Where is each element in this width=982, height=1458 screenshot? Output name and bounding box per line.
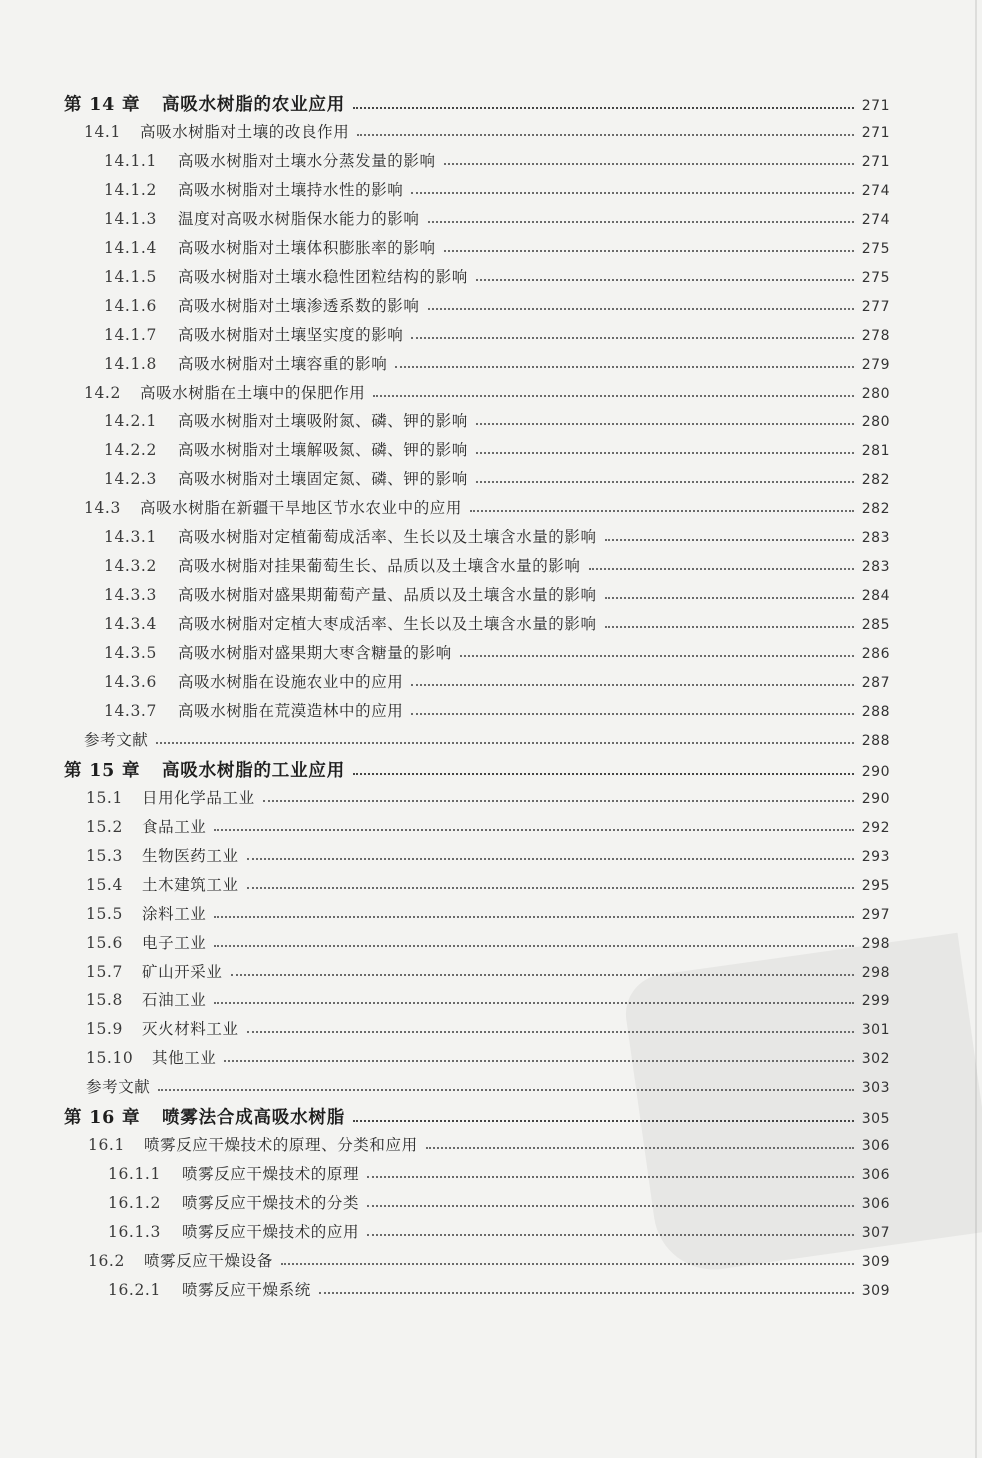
toc-entry[interactable] — [104, 641, 890, 663]
toc-entry[interactable] — [86, 902, 890, 924]
toc-entry[interactable] — [108, 1191, 890, 1213]
toc-entry-title: 高吸水树脂在新疆干旱地区节水农业中的应用 — [140, 499, 463, 518]
toc-entry-title: 高吸水树脂对定植大枣成活率、生长以及土壤含水量的影响 — [178, 615, 597, 634]
toc-entry-number: 14.1.3 — [104, 209, 157, 228]
toc-entry-number: 15.10 — [86, 1049, 134, 1068]
toc-entry[interactable] — [104, 178, 890, 200]
dot-leader — [214, 945, 854, 947]
toc-entry[interactable] — [104, 583, 890, 605]
dot-leader — [224, 1060, 854, 1062]
toc-page-number: 284 — [861, 588, 890, 605]
toc-entry-number: 16.1 — [88, 1136, 125, 1155]
toc-page-number: 288 — [861, 732, 890, 749]
toc-page-number: 292 — [861, 819, 890, 836]
toc-entry-title: 其他工业 — [152, 1049, 217, 1068]
toc-entry-number: 15.1 — [86, 788, 123, 807]
toc-entry-title: 高吸水树脂对挂果葡萄生长、品质以及土壤含水量的影响 — [178, 557, 581, 576]
dot-leader — [247, 887, 854, 889]
toc-entry[interactable] — [104, 438, 890, 460]
toc-entry[interactable] — [104, 670, 890, 692]
toc-entry-title: 电子工业 — [142, 933, 207, 952]
toc-entry-title: 高吸水树脂对土壤吸附氮、磷、钾的影响 — [178, 412, 468, 431]
toc-entry-number: 14.3.4 — [104, 615, 157, 634]
toc-entry[interactable] — [86, 1017, 890, 1039]
toc-page-number: 282 — [861, 501, 890, 518]
toc-entry[interactable] — [104, 323, 890, 345]
toc-page-number: 277 — [861, 298, 890, 315]
toc-entry-number: 14.3.1 — [104, 528, 157, 547]
dot-leader — [605, 539, 854, 541]
toc-entry[interactable] — [84, 381, 890, 403]
toc-page-number: 275 — [861, 269, 890, 286]
toc-entry-title: 喷雾反应干燥技术的分类 — [182, 1194, 360, 1213]
toc-entry[interactable] — [104, 352, 890, 374]
dot-leader — [247, 858, 854, 860]
toc-entry[interactable] — [104, 554, 890, 576]
toc-entry[interactable] — [86, 931, 890, 953]
toc-entry-title: 高吸水树脂对土壤渗透系数的影响 — [178, 296, 420, 315]
toc-page-number: 287 — [861, 675, 890, 691]
toc-entry-title: 矿山开采业 — [142, 962, 223, 981]
toc-page-number: 271 — [861, 124, 890, 141]
toc-entry-number: 14.3.2 — [104, 557, 157, 576]
toc-page-number: 298 — [861, 964, 890, 981]
toc-entry[interactable] — [84, 728, 890, 750]
dot-leader — [411, 192, 854, 194]
toc-page-number: 293 — [861, 848, 890, 865]
toc-entry-title: 喷雾法合成高吸水树脂 — [162, 1108, 345, 1129]
dot-leader — [158, 1089, 854, 1091]
toc-entry-title: 高吸水树脂的农业应用 — [162, 95, 345, 115]
toc-entry[interactable] — [84, 120, 890, 142]
toc-entry-number: 14.1.1 — [104, 151, 157, 170]
toc-entry-title: 石油工业 — [142, 991, 207, 1010]
toc-entry-title: 高吸水树脂对定植葡萄成活率、生长以及土壤含水量的影响 — [178, 528, 597, 547]
toc-entry-title: 喷雾反应干燥设备 — [144, 1252, 273, 1270]
toc-entry-number: 15.5 — [86, 904, 123, 923]
toc-page-number: 271 — [861, 98, 890, 114]
toc-entry[interactable] — [86, 873, 890, 895]
toc-page-number: 274 — [861, 211, 890, 228]
toc-entry[interactable] — [104, 265, 890, 287]
toc-page-number: 302 — [861, 1051, 890, 1068]
dot-leader — [444, 163, 854, 165]
toc-entry-title: 高吸水树脂对土壤容重的影响 — [178, 354, 388, 373]
toc-entry-title: 高吸水树脂对土壤解吸氮、磷、钾的影响 — [178, 441, 468, 460]
toc-entry-number: 14.1.7 — [104, 325, 157, 344]
toc-entry[interactable] — [108, 1220, 890, 1242]
toc-entry[interactable] — [108, 1162, 890, 1184]
toc-chapter-entry[interactable] — [64, 757, 890, 782]
toc-page-number: 283 — [861, 559, 890, 576]
toc-page-number: 280 — [861, 414, 890, 431]
toc-entry-title: 高吸水树脂对土壤水稳性团粒结构的影响 — [178, 267, 468, 286]
toc-page-number: 285 — [861, 617, 890, 634]
toc-page-number: 286 — [861, 646, 890, 663]
toc-entry-number: 14.2.2 — [104, 441, 157, 460]
toc-entry[interactable] — [104, 294, 890, 316]
dot-leader — [428, 308, 854, 310]
toc-entry-title: 高吸水树脂在土壤中的保肥作用 — [140, 383, 366, 402]
toc-entry[interactable] — [104, 467, 890, 489]
toc-entry-number: 16.1.3 — [108, 1223, 161, 1242]
toc-entry[interactable] — [86, 1075, 890, 1097]
toc-entry-number: 15.8 — [86, 991, 123, 1010]
dot-leader — [395, 366, 854, 368]
dot-leader — [589, 568, 854, 570]
dot-leader — [411, 684, 854, 686]
toc-entry-number: 14.1.5 — [104, 267, 157, 286]
dot-leader — [426, 1147, 854, 1149]
toc-entry-number: 15.6 — [86, 933, 123, 952]
toc-chapter-entry[interactable] — [64, 91, 890, 116]
toc-entry-number: 14.3.7 — [104, 701, 157, 720]
toc-entry-title: 温度对高吸水树脂保水能力的影响 — [178, 209, 420, 228]
toc-entry-number: 16.1.2 — [108, 1194, 161, 1213]
toc-entry-number: 第 14 章 — [64, 95, 141, 115]
toc-entry-title: 喷雾反应干燥技术的原理、分类和应用 — [144, 1136, 418, 1155]
dot-leader — [605, 626, 854, 628]
toc-entry-title: 高吸水树脂对土壤水分蒸发量的影响 — [178, 151, 436, 170]
toc-entry-title: 生物医药工业 — [142, 846, 239, 865]
dot-leader — [460, 655, 854, 657]
dot-leader — [263, 800, 854, 802]
dot-leader — [476, 423, 854, 425]
toc-page-number: 295 — [861, 877, 890, 894]
toc-page-number: 279 — [861, 356, 890, 373]
toc-page-number: 280 — [861, 385, 890, 402]
page-edge-shadow — [975, 0, 977, 1458]
dot-leader — [367, 1176, 854, 1178]
toc-entry-title: 参考文献 — [84, 730, 149, 749]
toc-entry[interactable] — [88, 1249, 890, 1271]
toc-entry-number: 14.3.5 — [104, 644, 157, 663]
toc-entry-number: 14.3.3 — [104, 586, 157, 605]
toc-page-number: 283 — [861, 530, 890, 547]
dot-leader — [281, 1263, 854, 1265]
toc-page-number: 271 — [861, 153, 890, 170]
toc-entry-title: 喷雾反应干燥系统 — [182, 1280, 311, 1299]
toc-entry[interactable] — [86, 844, 890, 866]
dot-leader — [476, 481, 854, 483]
toc-entry-number: 16.2.1 — [108, 1280, 161, 1299]
toc-chapter-entry[interactable] — [64, 1104, 890, 1129]
dot-leader — [476, 452, 854, 454]
toc-page-number: 309 — [861, 1254, 890, 1270]
dot-leader — [605, 597, 854, 599]
toc-entry-number: 14.2 — [84, 383, 121, 402]
toc-page-number: 278 — [861, 327, 890, 344]
dot-leader — [411, 337, 854, 339]
dot-leader — [214, 829, 854, 831]
toc-page-number: 303 — [861, 1080, 890, 1097]
toc-entry-title: 日用化学品工业 — [142, 788, 255, 807]
toc-entry-number: 14.3.6 — [104, 673, 157, 691]
toc-page-number: 282 — [861, 472, 890, 489]
dot-leader — [319, 1292, 854, 1294]
dot-leader — [470, 510, 854, 512]
toc-entry-title: 高吸水树脂对土壤持水性的影响 — [178, 180, 404, 199]
toc-entry-title: 高吸水树脂对土壤固定氮、磷、钾的影响 — [178, 470, 468, 489]
dot-leader — [353, 107, 854, 109]
toc-page-number: 297 — [861, 906, 890, 923]
toc-entry-number: 15.4 — [86, 875, 123, 894]
toc-entry-title: 高吸水树脂的工业应用 — [162, 760, 345, 781]
dot-leader — [214, 916, 854, 918]
toc-entry-number: 16.2 — [88, 1252, 125, 1270]
toc-entry[interactable] — [104, 699, 890, 721]
toc-page-number: 309 — [861, 1282, 890, 1299]
dot-leader — [444, 250, 854, 252]
toc-entry-number: 15.7 — [86, 962, 123, 981]
toc-page-number: 299 — [861, 993, 890, 1010]
toc-entry[interactable] — [86, 1046, 890, 1068]
toc-page-number: 288 — [861, 703, 890, 720]
toc-entry[interactable] — [104, 149, 890, 171]
toc-page-number: 306 — [861, 1167, 890, 1184]
toc-page-number: 290 — [861, 790, 890, 807]
toc-entry-title: 高吸水树脂在荒漠造林中的应用 — [178, 701, 404, 720]
toc-page-number: 298 — [861, 935, 890, 952]
toc-page-number: 306 — [861, 1138, 890, 1155]
toc-entry-number: 14.1.4 — [104, 238, 157, 257]
toc-entry-title: 高吸水树脂对土壤的改良作用 — [140, 122, 350, 141]
toc-entry[interactable] — [108, 1278, 890, 1300]
dot-leader — [156, 742, 854, 744]
toc-entry-title: 喷雾反应干燥技术的应用 — [182, 1223, 360, 1242]
toc-entry-title: 灭火材料工业 — [142, 1020, 239, 1039]
toc-entry-title: 食品工业 — [142, 817, 207, 836]
toc-entry-title: 涂料工业 — [142, 904, 207, 923]
toc-entry[interactable] — [104, 525, 890, 547]
toc-entry[interactable] — [104, 236, 890, 258]
toc-entry[interactable] — [104, 409, 890, 431]
toc-entry-number: 第 16 章 — [64, 1108, 141, 1129]
toc-entry-title: 高吸水树脂对土壤体积膨胀率的影响 — [178, 238, 436, 257]
toc-entry[interactable] — [86, 815, 890, 837]
toc-entry[interactable] — [84, 496, 890, 518]
toc-entry-number: 第 15 章 — [64, 760, 141, 781]
toc-entry-title: 高吸水树脂对土壤坚实度的影响 — [178, 325, 404, 344]
toc-page-number: 301 — [861, 1022, 890, 1039]
toc-entry[interactable] — [86, 960, 890, 982]
dot-leader — [476, 279, 854, 281]
toc-page-number: 307 — [861, 1225, 890, 1242]
toc-entry[interactable] — [104, 207, 890, 229]
dot-leader — [247, 1031, 854, 1033]
toc-entry-number: 16.1.1 — [108, 1165, 161, 1184]
toc-entry-number: 14.1 — [84, 122, 121, 141]
toc-entry-number: 15.3 — [86, 846, 123, 865]
toc-entry-number: 14.2.3 — [104, 470, 157, 489]
toc-entry[interactable] — [86, 988, 890, 1010]
dot-leader — [373, 395, 854, 397]
toc-entry-number: 14.1.2 — [104, 180, 157, 199]
toc-entry-number: 15.9 — [86, 1020, 123, 1039]
toc-page-number: 305 — [861, 1111, 890, 1128]
dot-leader — [367, 1234, 854, 1236]
toc-entry-number: 14.1.6 — [104, 296, 157, 315]
dot-leader — [353, 773, 854, 775]
toc-entry[interactable] — [104, 612, 890, 634]
toc-entry-number: 14.1.8 — [104, 354, 157, 373]
toc-entry[interactable] — [88, 1133, 890, 1155]
dot-leader — [367, 1205, 854, 1207]
toc-entry-number: 14.2.1 — [104, 412, 157, 431]
dot-leader — [214, 1002, 854, 1004]
toc-page-number: 290 — [861, 763, 890, 780]
dot-leader — [428, 221, 854, 223]
dot-leader — [353, 1120, 854, 1122]
toc-page-number: 306 — [861, 1196, 890, 1213]
toc-entry-number: 14.3 — [84, 499, 121, 518]
dot-leader — [357, 134, 854, 136]
toc-entry-title: 喷雾反应干燥技术的原理 — [182, 1165, 360, 1184]
toc-page-number: 281 — [861, 443, 890, 460]
toc-page-number: 275 — [861, 240, 890, 257]
toc-page-number: 274 — [861, 182, 890, 199]
toc-entry-title: 高吸水树脂对盛果期葡萄产量、品质以及土壤含水量的影响 — [178, 586, 597, 605]
toc-entry-title: 参考文献 — [86, 1078, 151, 1097]
dot-leader — [411, 713, 854, 715]
toc-entry-number: 15.2 — [86, 817, 123, 836]
toc-entry-title: 高吸水树脂在设施农业中的应用 — [178, 673, 404, 691]
toc-entry-title: 高吸水树脂对盛果期大枣含糖量的影响 — [178, 644, 452, 663]
dot-leader — [231, 974, 854, 976]
toc-entry-title: 土木建筑工业 — [142, 875, 239, 894]
toc-entry[interactable] — [86, 786, 890, 808]
